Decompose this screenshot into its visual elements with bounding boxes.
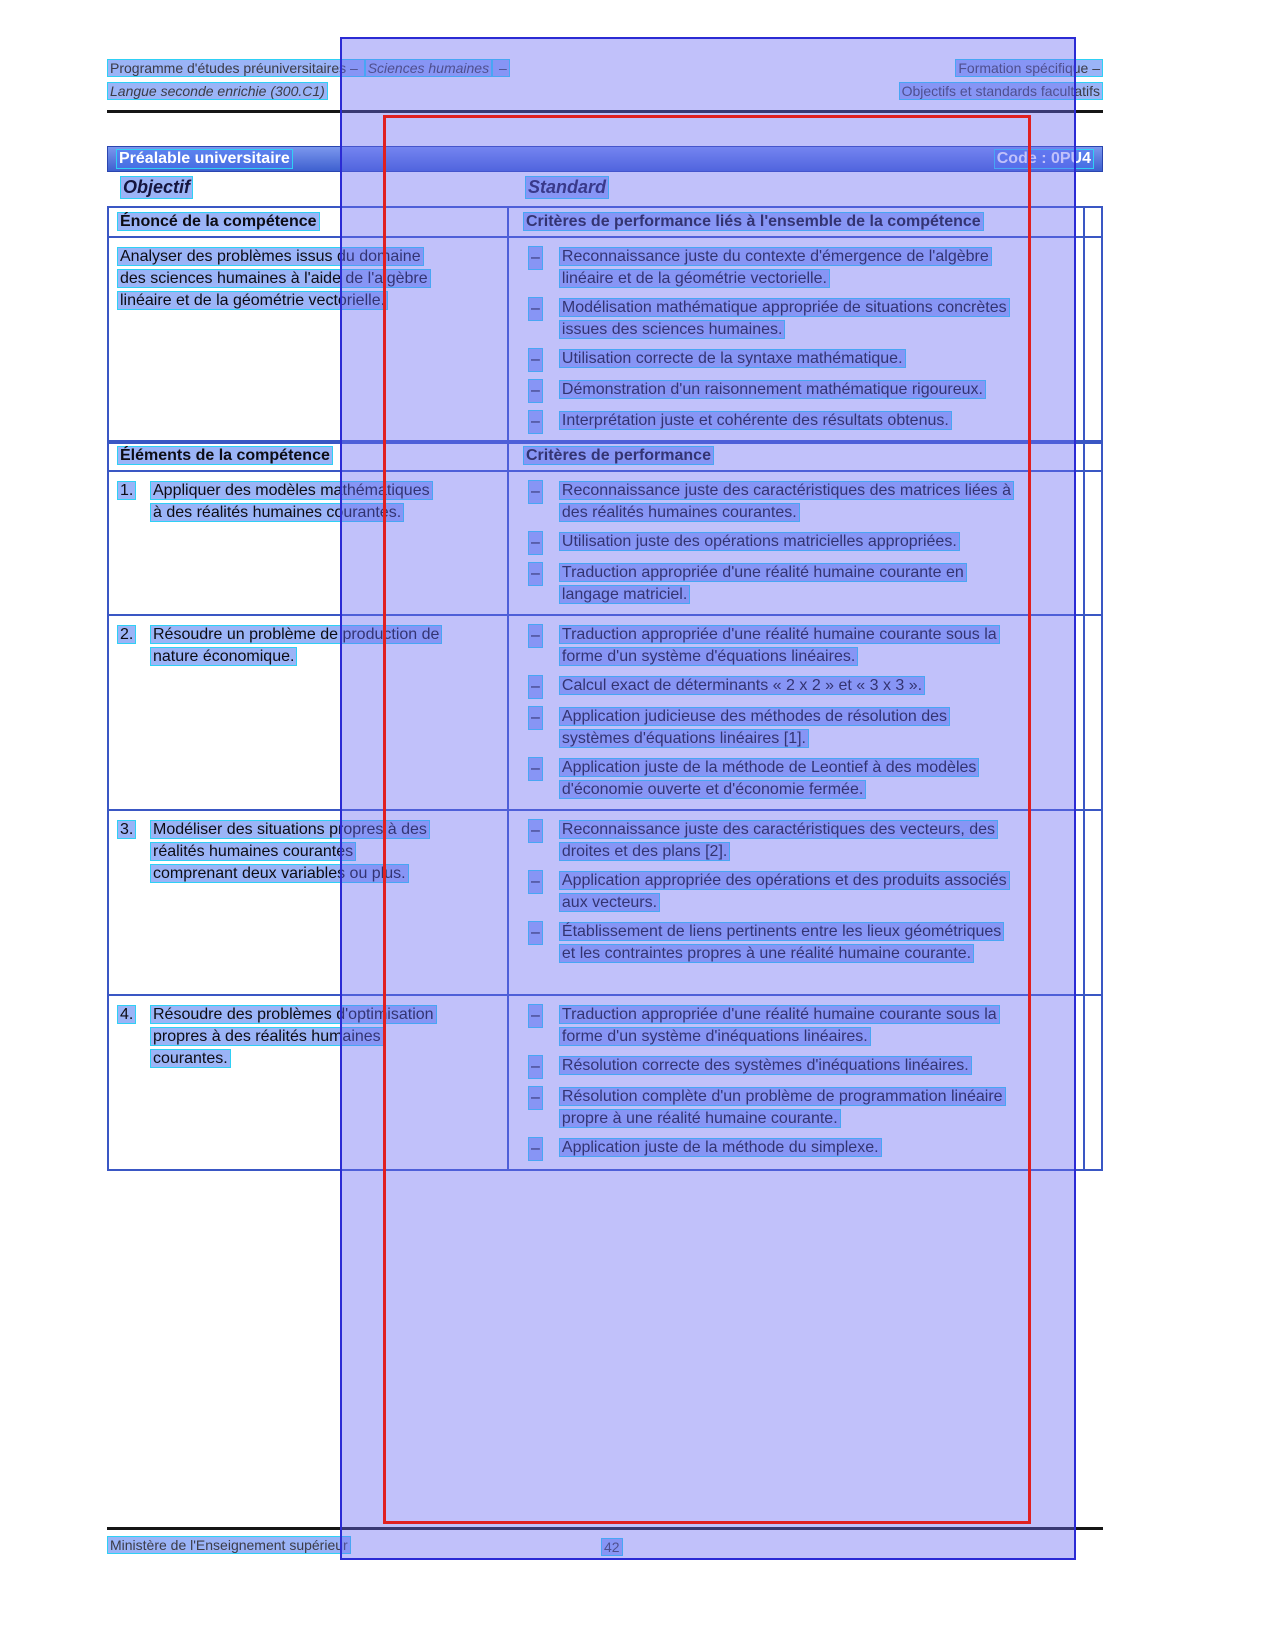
section-code: Code : 0PU4 xyxy=(994,149,1094,169)
page-header xyxy=(107,58,1103,104)
criterion-text-wrap xyxy=(559,562,1019,606)
criterion-item xyxy=(528,757,1075,801)
criterion-text: Interprétation juste et cohérente des résultats obtenus. xyxy=(559,411,952,430)
element-text: Appliquer des modèles mathématiques à des réalités humaines courantes. xyxy=(150,481,433,522)
criterion-item xyxy=(528,1086,1075,1130)
bullet-marker: – xyxy=(528,1086,543,1110)
bullet-marker: – xyxy=(528,348,543,372)
program-subtitle xyxy=(107,81,328,102)
criterion-item xyxy=(528,410,1075,434)
element-text: Modéliser des situations propres à des réalités humaines courantes comprenant deux variables ou plus. xyxy=(150,820,430,883)
header-right-top xyxy=(955,58,1103,79)
row-criteria-cell xyxy=(507,811,1083,994)
program-title-name: Sciences humaines xyxy=(365,59,492,77)
row-criteria-cell xyxy=(507,472,1083,614)
elements-header-cell xyxy=(109,442,507,470)
criteria-header-text: Critères de performance liés à l'ensemble de la compétence xyxy=(523,212,984,231)
bullet-marker: – xyxy=(528,624,543,648)
criterion-item xyxy=(528,531,1075,555)
competence-header-text: Énoncé de la compétence xyxy=(117,212,320,231)
criteria-list xyxy=(528,819,1075,965)
criterion-text-wrap xyxy=(559,624,1019,668)
criterion-item xyxy=(528,921,1075,965)
program-title xyxy=(107,58,510,79)
element-text-wrap xyxy=(150,819,442,885)
bullet-marker: – xyxy=(528,410,543,434)
criterion-text-wrap xyxy=(559,348,906,370)
header-line-2 xyxy=(107,81,1103,102)
criterion-item xyxy=(528,480,1075,524)
page-number: 42 xyxy=(601,1538,623,1556)
row-criteria-cell xyxy=(507,616,1083,809)
criterion-text: Établissement de liens pertinents entre les lieux géométriques et les contraintes propres à une réalité humaine courante. xyxy=(559,922,1004,963)
criterion-text: Résolution correcte des systèmes d'inéquations linéaires. xyxy=(559,1056,972,1075)
table1-criteria-list xyxy=(528,246,1075,434)
criterion-text: Application juste de la méthode du simplexe. xyxy=(559,1138,882,1157)
element-cell xyxy=(109,996,507,1169)
element-text: Résoudre des problèmes d'optimisation propres à des réalités humaines courantes. xyxy=(150,1005,437,1068)
criterion-text: Utilisation juste des opérations matricielles appropriées. xyxy=(559,532,960,551)
bullet-marker: – xyxy=(528,757,543,781)
criterion-text: Traduction appropriée d'une réalité humaine courante sous la forme d'un système d'inéquations linéaires. xyxy=(559,1005,1000,1046)
criterion-text: Traduction appropriée d'une réalité humaine courante en langage matriciel. xyxy=(559,563,967,604)
competence-criteria-cell xyxy=(507,238,1083,442)
criterion-text-wrap xyxy=(559,531,960,553)
criterion-text-wrap xyxy=(559,1004,1019,1048)
element-number: 3. xyxy=(117,820,136,839)
element-number-wrap xyxy=(117,1004,150,1026)
element-text: Résoudre un problème de production de nature économique. xyxy=(150,625,442,666)
performance-header-text: Critères de performance xyxy=(523,446,714,465)
criterion-text-wrap xyxy=(559,819,1019,863)
criteria-list xyxy=(528,624,1075,801)
criterion-item xyxy=(528,297,1075,341)
element-row xyxy=(109,994,1101,1169)
program-title-dash: – xyxy=(492,59,510,77)
spacer-body-cell xyxy=(1083,238,1101,442)
bullet-marker: – xyxy=(528,246,543,270)
criterion-text: Application appropriée des opérations et des produits associés aux vecteurs. xyxy=(559,871,1010,912)
bullet-marker: – xyxy=(528,1137,543,1161)
table2-rows xyxy=(109,472,1101,1169)
spacer-row-cell xyxy=(1083,811,1101,994)
criterion-text-wrap xyxy=(559,246,1019,290)
criterion-text-wrap xyxy=(559,1055,972,1077)
element-text-wrap xyxy=(150,624,442,668)
bullet-marker: – xyxy=(528,921,543,945)
criterion-item xyxy=(528,706,1075,750)
element-content xyxy=(117,480,499,524)
bullet-marker: – xyxy=(528,706,543,730)
bullet-marker: – xyxy=(528,1055,543,1079)
element-content xyxy=(117,819,499,885)
spacer-header-cell xyxy=(1083,208,1101,236)
elements-table-header xyxy=(109,442,1101,472)
element-row xyxy=(109,614,1101,809)
criteria-list xyxy=(528,1004,1075,1161)
objectif-label: Objectif xyxy=(120,176,193,199)
criterion-item xyxy=(528,624,1075,668)
criterion-text-wrap xyxy=(559,675,925,697)
criterion-item xyxy=(528,675,1075,699)
criterion-text: Application judicieuse des méthodes de résolution des systèmes d'équations linéaires [1]. xyxy=(559,707,950,748)
criteria-header-cell xyxy=(507,208,1083,236)
criterion-text-wrap xyxy=(559,921,1019,965)
elements-header-text: Éléments de la compétence xyxy=(117,446,333,465)
bullet-marker: – xyxy=(528,1004,543,1028)
element-content xyxy=(117,1004,499,1070)
section-title-bar xyxy=(107,146,1103,172)
criterion-item xyxy=(528,379,1075,403)
page-footer xyxy=(107,1534,1103,1560)
spacer-header-cell-2 xyxy=(1083,442,1101,470)
criterion-item xyxy=(528,1137,1075,1161)
element-number: 1. xyxy=(117,481,136,500)
criterion-text: Utilisation correcte de la syntaxe mathématique. xyxy=(559,349,906,368)
element-text-wrap xyxy=(150,1004,442,1070)
bullet-marker: – xyxy=(528,531,543,555)
objectifs-standards-label: Objectifs et standards facultatifs xyxy=(899,82,1103,100)
criterion-item xyxy=(528,1004,1075,1048)
competence-statement-cell xyxy=(109,238,507,442)
spacer-row-cell xyxy=(1083,616,1101,809)
criterion-item xyxy=(528,246,1075,290)
criterion-text: Résolution complète d'un problème de programmation linéaire propre à une réalité humaine courante. xyxy=(559,1087,1006,1128)
element-number-wrap xyxy=(117,480,150,502)
formation-specifique-label: Formation spécifique – xyxy=(955,59,1103,77)
criterion-text: Traduction appropriée d'une réalité humaine courante sous la forme d'un système d'équations linéaires. xyxy=(559,625,1000,666)
criterion-item xyxy=(528,870,1075,914)
criterion-text-wrap xyxy=(559,410,952,432)
header-line-1 xyxy=(107,58,1103,79)
element-number: 4. xyxy=(117,1005,136,1024)
elements-table xyxy=(107,440,1103,1171)
section-title: Préalable universitaire xyxy=(116,149,293,169)
bullet-marker: – xyxy=(528,562,543,586)
criterion-text: Reconnaissance juste des caractéristiques des vecteurs, des droites et des plans [2]. xyxy=(559,820,998,861)
competence-statement-wrap xyxy=(117,246,435,312)
criterion-text-wrap xyxy=(559,870,1019,914)
footer-rule xyxy=(107,1527,1103,1530)
element-number: 2. xyxy=(117,625,136,644)
criterion-item xyxy=(528,348,1075,372)
bullet-marker: – xyxy=(528,297,543,321)
criterion-text-wrap xyxy=(559,706,1019,750)
column-labels xyxy=(107,176,1103,200)
criterion-text: Démonstration d'un raisonnement mathématique rigoureux. xyxy=(559,380,986,399)
program-subtitle-text: Langue seconde enrichie (300.C1) xyxy=(107,82,328,100)
element-row xyxy=(109,809,1101,994)
criterion-text-wrap xyxy=(559,379,986,401)
criterion-item xyxy=(528,562,1075,606)
bullet-marker: – xyxy=(528,675,543,699)
element-number-wrap xyxy=(117,624,150,646)
criterion-text-wrap xyxy=(559,297,1019,341)
row-criteria-cell xyxy=(507,996,1083,1169)
criterion-item xyxy=(528,1055,1075,1079)
competence-header-cell xyxy=(109,208,507,236)
criterion-text: Reconnaissance juste du contexte d'émergence de l'algèbre linéaire et de la géométrie vectorielle. xyxy=(559,247,992,288)
bullet-marker: – xyxy=(528,480,543,504)
header-rule xyxy=(107,110,1103,113)
spacer-row-cell xyxy=(1083,996,1101,1169)
footer-ministry: Ministère de l'Enseignement supérieur xyxy=(107,1536,351,1554)
spacer-row-cell xyxy=(1083,472,1101,614)
competence-statement: Analyser des problèmes issus du domaine des sciences humaines à l'aide de l'algèbre linéaire et de la géométrie vectorielle. xyxy=(117,247,431,310)
element-cell xyxy=(109,472,507,614)
element-text-wrap xyxy=(150,480,442,524)
criteria-list xyxy=(528,480,1075,606)
criterion-text-wrap xyxy=(559,480,1019,524)
criterion-text-wrap xyxy=(559,1086,1019,1130)
criterion-text: Application juste de la méthode de Leontief à des modèles d'économie ouverte et d'économie fermée. xyxy=(559,758,980,799)
element-number-wrap xyxy=(117,819,150,841)
element-row xyxy=(109,472,1101,614)
element-cell xyxy=(109,811,507,994)
performance-header-cell xyxy=(507,442,1083,470)
competence-table-header xyxy=(109,208,1101,238)
element-content xyxy=(117,624,499,668)
criterion-item xyxy=(528,819,1075,863)
standard-label: Standard xyxy=(525,176,609,199)
program-title-prefix: Programme d'études préuniversitaires – xyxy=(107,59,365,77)
header-right-bottom xyxy=(899,81,1103,102)
competence-table-body xyxy=(109,238,1101,442)
bullet-marker: – xyxy=(528,870,543,894)
criterion-text: Reconnaissance juste des caractéristiques des matrices liées à des réalités humaines courantes. xyxy=(559,481,1014,522)
element-cell xyxy=(109,616,507,809)
criterion-text-wrap xyxy=(559,757,1019,801)
criterion-text-wrap xyxy=(559,1137,882,1159)
bullet-marker: – xyxy=(528,819,543,843)
criterion-text: Modélisation mathématique appropriée de situations concrètes issues des sciences humaines. xyxy=(559,298,1010,339)
competence-table xyxy=(107,206,1103,444)
criterion-text: Calcul exact de déterminants « 2 x 2 » et « 3 x 3 ». xyxy=(559,676,925,695)
bullet-marker: – xyxy=(528,379,543,403)
